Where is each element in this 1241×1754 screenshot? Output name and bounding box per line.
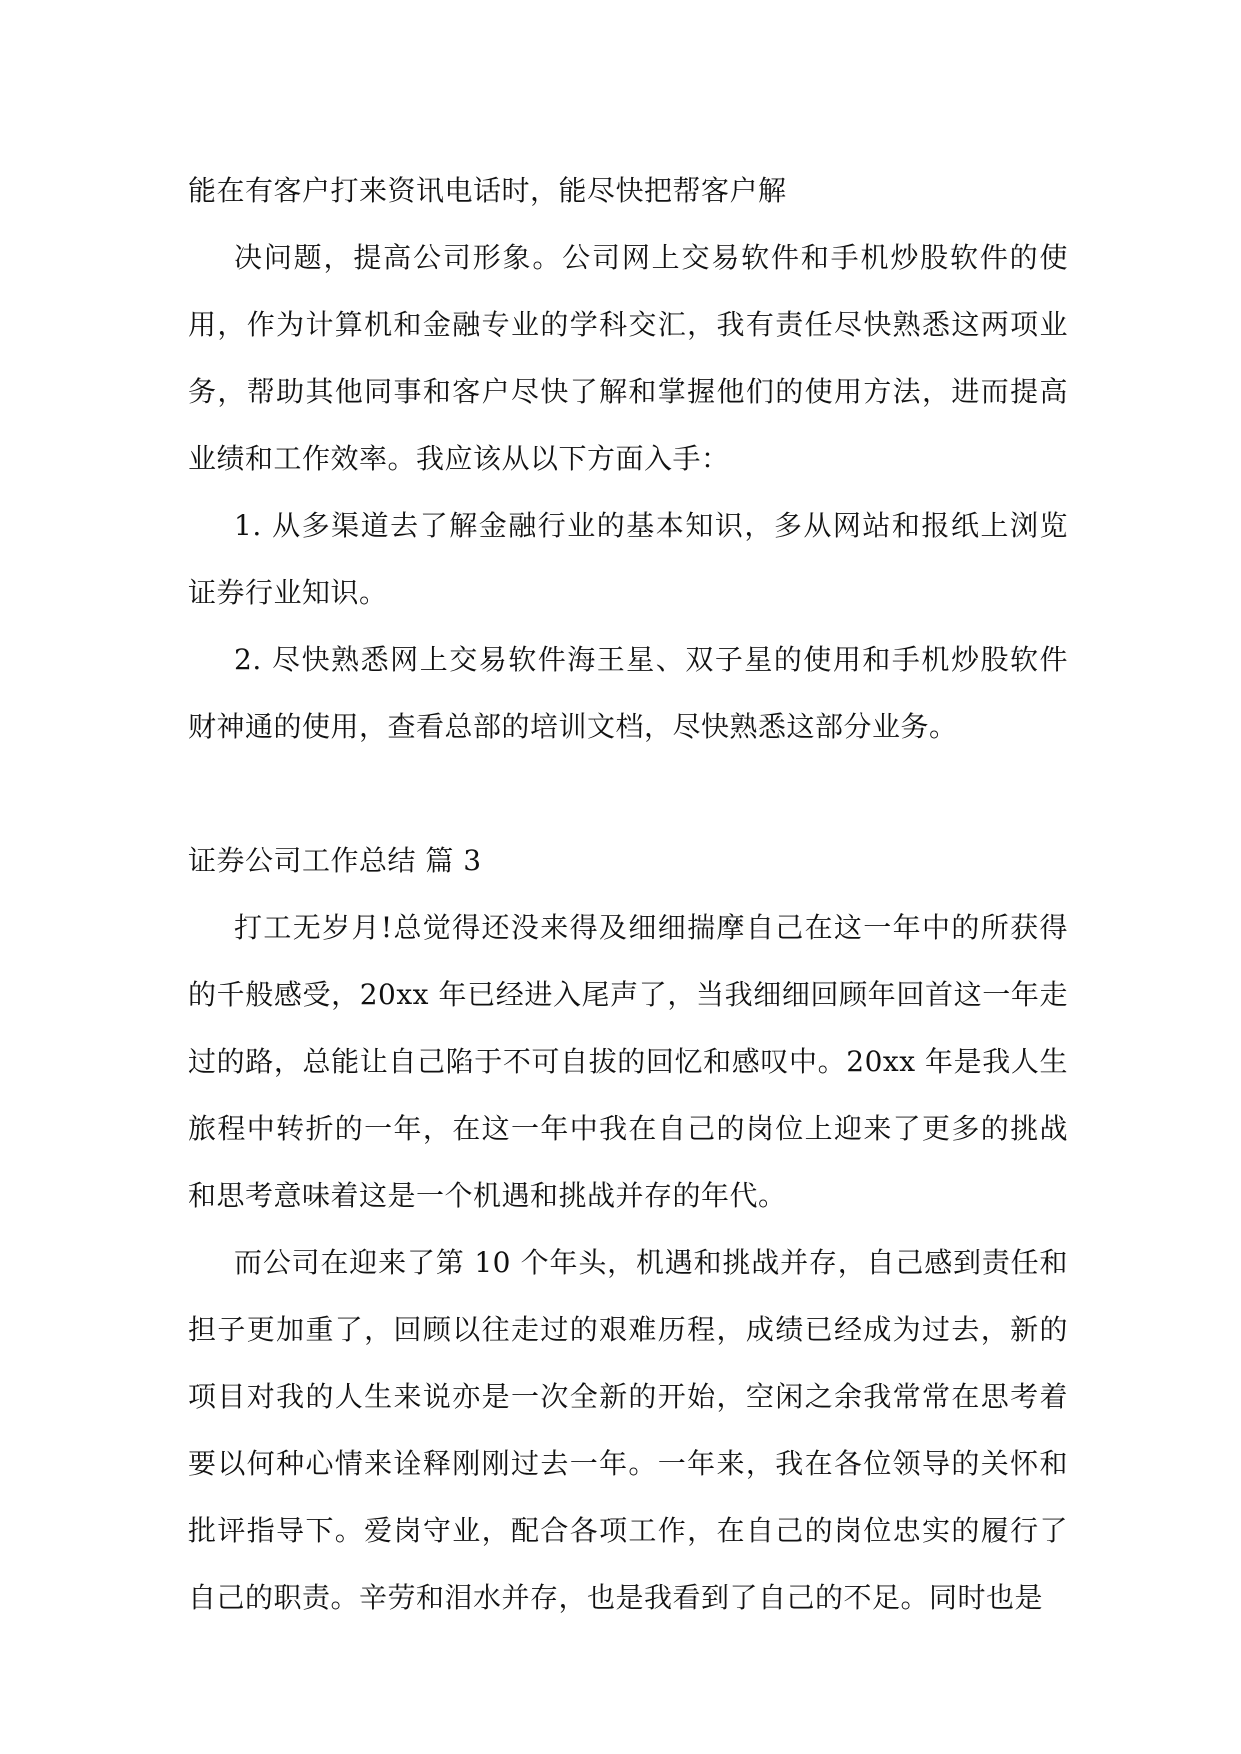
section-heading: 证券公司工作总结 篇 3: [188, 844, 482, 877]
paragraph-software: 决问题，提高公司形象。公司网上交易软件和手机炒股软件的使用，作为计算机和金融专业的学科交汇，我有责任尽快熟悉这两项业务，帮助其他同事和客户尽快了解和掌握他们的使用方法，进而提高业绩和工作效率。我应该从以下方面入手：: [188, 241, 1068, 475]
paragraph-company-tenth-year: 而公司在迎来了第 10 个年头，机遇和挑战并存，自己感到责任和担子更加重了，回顾以往走过的艰难历程，成绩已经成为过去，新的项目对我的人生来说亦是一次全新的开始，空闲之余我常常在思考着要以何种心情来诠释刚刚过去一年。一年来，我在各位领导的关怀和批评指导下。爱岗守业，配合各项工作，在自己的岗位忠实的履行了自己的职责。辛劳和泪水并存，也是我看到了自己的不足。同时也是: [188, 1246, 1068, 1614]
list-item-1: 1. 从多渠道去了解金融行业的基本知识，多从网站和报纸上浏览证券行业知识。: [188, 509, 1068, 609]
document-body: [188, 157, 1068, 1631]
paragraph-continued: 能在有客户打来资讯电话时，能尽快把帮客户解: [188, 174, 787, 207]
list-item-2: 2. 尽快熟悉网上交易软件海王星、双子星的使用和手机炒股软件财神通的使用，查看总部的培训文档，尽快熟悉这部分业务。: [188, 643, 1068, 743]
paragraph-year-review: 打工无岁月!总觉得还没来得及细细揣摩自己在这一年中的所获得的千般感受，20xx 年已经进入尾声了，当我细细回顾年回首这一年走过的路，总能让自己陷于不可自拔的回忆和感叹中。20xx 年是我人生旅程中转折的一年，在这一年中我在自己的岗位上迎来了更多的挑战和思考意味着这是一个机遇和挑战并存的年代。: [188, 911, 1068, 1212]
